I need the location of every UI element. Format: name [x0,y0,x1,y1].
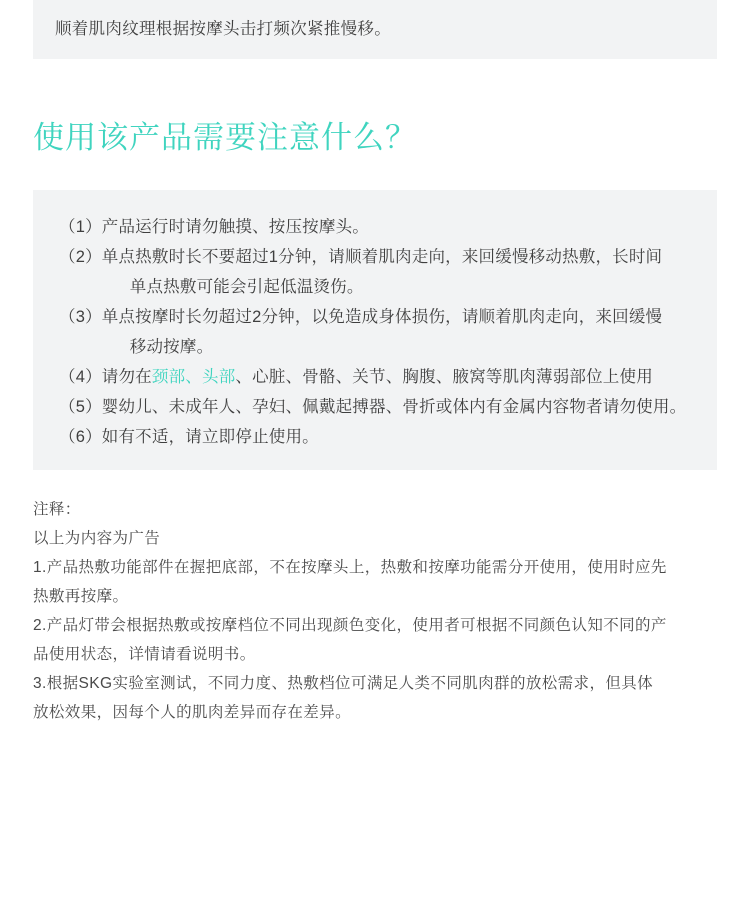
caution-number: （2） [59,248,102,266]
top-note-box [33,0,717,59]
caution-number: （1） [59,218,102,236]
caution-number: （4） [59,368,102,386]
caution-item-1 [59,212,691,242]
footnotes-title: 注释： [33,501,81,518]
caution-item-6 [59,422,691,452]
caution-text [102,242,691,302]
footnotes-section [33,495,717,727]
caution-text-line1: 单点热敷时长不要超过1分钟，请顺着肌肉走向，来回缓慢移动热敷，长时间 [101,248,663,266]
caution-highlight-body-parts: 颈部、头部 [151,368,236,386]
caution-text [102,302,691,362]
caution-item-3 [59,302,691,362]
footnote-3-line-1: 3.根据SKG实验室测试，不同力度、热敷档位可满足人类不同肌肉群的放松需求，但具体 [33,675,654,692]
footnote-1-line-2: 热敷再按摩。 [33,588,129,605]
footnote-2-line-1: 2.产品灯带会根据热敷或按摩档位不同出现颜色变化，使用者可根据不同颜色认知不同的产 [33,617,667,634]
caution-text: 婴幼儿、未成年人、孕妇、佩戴起搏器、骨折或体内有金属内容物者请勿使用。 [101,398,687,416]
caution-suffix: 、心脏、骨骼、关节、胸腹、腋窝等肌肉薄弱部位上使用 [235,368,653,386]
caution-text-line2: 单点热敷可能会引起低温烫伤。 [129,278,364,296]
caution-text-line2: 移动按摩。 [129,338,214,356]
cautions-card [33,190,717,470]
caution-item-4 [59,362,691,392]
footnote-2-line-2: 品使用状态，详情请看说明书。 [33,646,256,663]
footnote-3-line-2: 放松效果，因每个人的肌肉差异而存在差异。 [33,704,352,721]
caution-text: 如有不适，请立即停止使用。 [101,428,319,446]
caution-item-2 [59,242,691,302]
caution-number: （3） [59,308,102,326]
caution-text [102,362,691,392]
caution-number: （5） [59,398,102,416]
footnotes-subtitle: 以上为内容为广告 [33,530,161,547]
footnote-1-line-1: 1.产品热敷功能部件在握把底部，不在按摩头上，热敷和按摩功能需分开使用，使用时应先 [33,559,667,576]
page-title: 使用该产品需要注意什么？ [33,120,417,155]
caution-item-5 [59,392,691,422]
caution-text-line1: 单点按摩时长勿超过2分钟，以免造成身体损伤，请顺着肌肉走向，来回缓慢 [101,308,663,326]
top-note-text: 顺着肌肉纹理根据按摩头击打频次紧推慢移。 [55,20,391,38]
caution-prefix: 请勿在 [101,368,152,386]
caution-number: （6） [59,428,102,446]
caution-text: 产品运行时请勿触摸、按压按摩头。 [101,218,369,236]
